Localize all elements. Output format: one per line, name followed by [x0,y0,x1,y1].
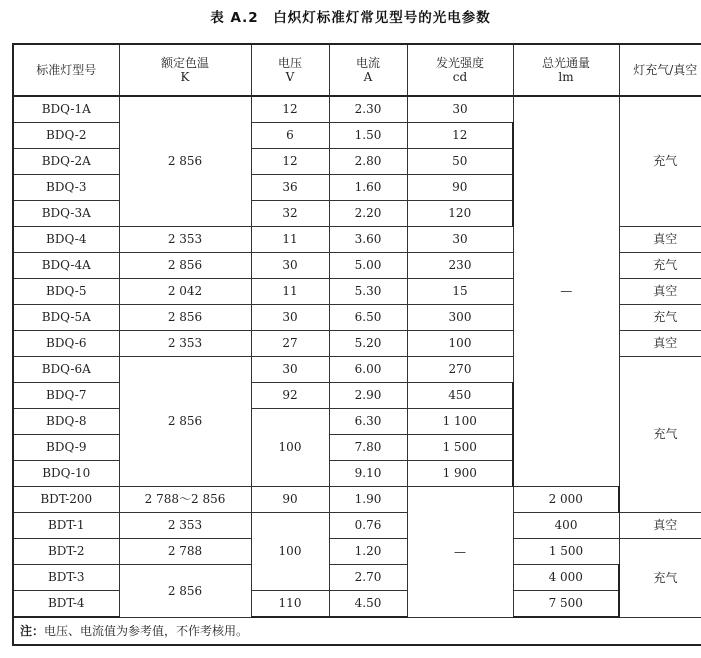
header-model: 标准灯型号 [13,44,119,96]
cell-current: 6.00 [329,357,407,383]
cell-fill-merged: 充气 [619,539,701,618]
cell-voltage: 36 [251,175,329,201]
cell-cct: 2 856 [119,305,251,331]
table-row [13,513,701,539]
cell-flux: 1 500 [513,539,619,565]
cell-model: BDQ-8 [13,409,119,435]
cell-voltage: 12 [251,96,329,123]
cell-flux: 4 000 [513,565,619,591]
cell-intensity: 15 [407,279,513,305]
cell-cct-merged: 2 856 [119,96,251,227]
cell-current: 6.50 [329,305,407,331]
cell-voltage: 92 [251,383,329,409]
cell-model: BDT-2 [13,539,119,565]
table-row [13,591,701,618]
cell-voltage: 90 [251,487,329,513]
cell-voltage: 11 [251,227,329,253]
cell-current: 9.10 [329,461,407,487]
cell-intensity: 90 [407,175,513,201]
cell-model: BDQ-4 [13,227,119,253]
cell-current: 5.20 [329,331,407,357]
cell-cct: 2 788 [119,539,251,565]
cell-flux: 400 [513,513,619,539]
cell-intensity: 1 500 [407,435,513,461]
cell-model: BDQ-7 [13,383,119,409]
note-label: 注： [20,623,45,638]
cell-current: 2.30 [329,96,407,123]
header-voltage: 电压 V [251,44,329,96]
cell-model: BDQ-6 [13,331,119,357]
cell-voltage: 27 [251,331,329,357]
cell-current: 7.80 [329,435,407,461]
cell-current: 1.20 [329,539,407,565]
cell-fill-merged: 充气 [619,96,701,227]
cell-cct-merged: 2 856 [119,565,251,618]
cell-intensity: 300 [407,305,513,331]
cell-cct: 2 856 [119,253,251,279]
cell-intensity: 50 [407,149,513,175]
cell-model: BDQ-3A [13,201,119,227]
cell-model: BDQ-2A [13,149,119,175]
cell-intensity: 100 [407,331,513,357]
cell-model: BDT-200 [13,487,119,513]
cell-intensity: 12 [407,123,513,149]
cell-current: 1.90 [329,487,407,513]
cell-current: 2.80 [329,149,407,175]
cell-voltage: 30 [251,305,329,331]
header-fill: 灯充气/真空 [619,44,701,96]
table-row [13,565,701,591]
cell-model: BDQ-5A [13,305,119,331]
cell-cct: 2 353 [119,331,251,357]
cell-intensity: 450 [407,383,513,409]
cell-fill: 充气 [619,305,701,331]
cell-model: BDT-4 [13,591,119,618]
cell-current: 2.20 [329,201,407,227]
cell-intensity: 120 [407,201,513,227]
header-flux: 总光通量 lm [513,44,619,96]
note-row [13,617,701,645]
cell-current: 2.70 [329,565,407,591]
cell-cct: 2 788～2 856 [119,487,251,513]
cell-intensity-merged: — [407,487,513,618]
cell-fill-merged: 充气 [619,357,701,513]
header-intensity: 发光强度 cd [407,44,513,96]
table-row [13,487,701,513]
cell-flux-merged: — [513,96,619,487]
cell-intensity: 30 [407,96,513,123]
cell-model: BDQ-3 [13,175,119,201]
cell-fill: 真空 [619,331,701,357]
cell-intensity: 30 [407,227,513,253]
cell-model: BDQ-9 [13,435,119,461]
cell-intensity: 1 100 [407,409,513,435]
cell-intensity: 270 [407,357,513,383]
cell-voltage: 32 [251,201,329,227]
note-text: 电压、电流值为参考值，不作考核用。 [44,623,249,638]
cell-model: BDQ-1A [13,96,119,123]
cell-fill: 真空 [619,227,701,253]
cell-model: BDT-1 [13,513,119,539]
cell-voltage: 6 [251,123,329,149]
cell-flux: 7 500 [513,591,619,618]
cell-current: 3.60 [329,227,407,253]
cell-model: BDQ-5 [13,279,119,305]
cell-model: BDT-3 [13,565,119,591]
cell-current: 2.90 [329,383,407,409]
cell-model: BDQ-4A [13,253,119,279]
cell-current: 1.60 [329,175,407,201]
cell-model: BDQ-10 [13,461,119,487]
cell-current: 5.00 [329,253,407,279]
cell-fill: 真空 [619,513,701,539]
table-row [13,539,701,565]
cell-intensity: 230 [407,253,513,279]
lamp-parameter-table [12,43,701,646]
cell-voltage-merged: 100 [251,409,329,487]
cell-cct-merged: 2 856 [119,357,251,487]
cell-current: 6.30 [329,409,407,435]
header-row [13,44,701,96]
header-current: 电流 A [329,44,407,96]
table-caption: 表 A.2 白炽灯标准灯常见型号的光电参数 [210,10,491,26]
cell-cct: 2 353 [119,227,251,253]
header-cct: 额定色温 K [119,44,251,96]
table-row [13,96,701,123]
cell-voltage: 30 [251,357,329,383]
cell-cct: 2 353 [119,513,251,539]
cell-fill: 真空 [619,279,701,305]
cell-voltage: 12 [251,149,329,175]
cell-current: 4.50 [329,591,407,618]
cell-current: 0.76 [329,513,407,539]
cell-voltage: 110 [251,591,329,618]
cell-cct: 2 042 [119,279,251,305]
cell-voltage-merged: 100 [251,513,329,591]
cell-current: 1.50 [329,123,407,149]
cell-flux: 2 000 [513,487,619,513]
table-note [13,617,701,645]
cell-voltage: 11 [251,279,329,305]
cell-voltage: 30 [251,253,329,279]
cell-model: BDQ-2 [13,123,119,149]
cell-fill: 充气 [619,253,701,279]
cell-intensity: 1 900 [407,461,513,487]
cell-model: BDQ-6A [13,357,119,383]
cell-current: 5.30 [329,279,407,305]
